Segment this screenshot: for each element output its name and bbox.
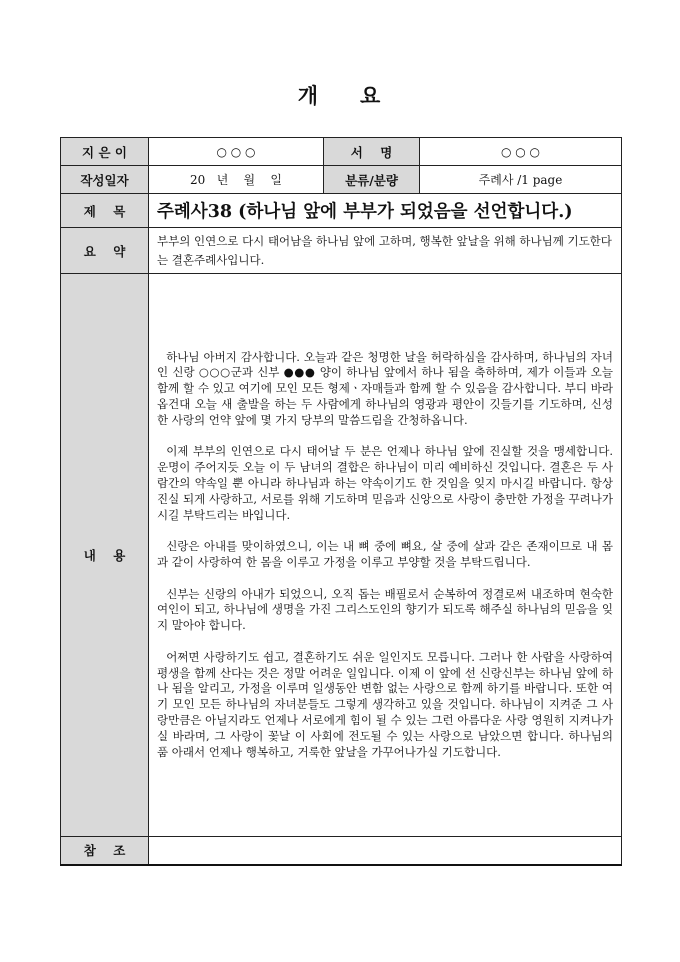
content-paragraph: 하나님 아버지 감사합니다. 오늘과 같은 청명한 날을 허락하심을 감사하며, 하나님의 자녀인 신랑 ○○○군과 신부 ●●● 양이 하나님 앞에서 하나 됨을 축하하며, 제가 이들과 오늘 함께 할 수 있고 여기에 모인 모든 형제ㆍ자매들과 함께 할 수 있음을 감사합니다. 부디 바라옵건대 오늘 새 출발을 하는 두 사람에게 하나님의 영광과 평안이 깃들기를 기도하며, 신성한 사랑의 언약 앞에 몇 가지 당부의 말씀드림을 간청하옵니다.	[157, 349, 613, 427]
category-label: 분류/분량	[324, 166, 420, 194]
author-row	[61, 138, 622, 166]
summary-value[interactable]: 부부의 인연으로 다시 태어남을 하나님 앞에 고하며, 행복한 앞날을 위해 하나님께 기도한다는 결혼주례사입니다.	[149, 228, 622, 274]
reference-row	[61, 837, 622, 865]
content-label: 내 용	[61, 274, 149, 837]
author-value[interactable]: ○ ○ ○	[149, 138, 324, 166]
author-label: 지 은 이	[61, 138, 149, 166]
summary-row	[61, 228, 622, 274]
summary-label: 요 약	[61, 228, 149, 274]
subject-value[interactable]: 주례사38 (하나님 앞에 부부가 되었음을 선언합니다.)	[149, 194, 622, 228]
reference-value[interactable]	[149, 837, 622, 865]
content-row	[61, 274, 622, 837]
date-row	[61, 166, 622, 194]
subject-label: 제 목	[61, 194, 149, 228]
content-body[interactable]	[149, 274, 622, 837]
signature-label: 서 명	[324, 138, 420, 166]
content-paragraph: 이제 부부의 인연으로 다시 태어날 두 분은 언제나 하나님 앞에 진실할 것을 맹세합니다. 운명이 주어지듯 오늘 이 두 남녀의 결합은 하나님이 미리 예비하신 것입니다. 결혼은 두 사람간의 약속일 뿐 아니라 하나님과 하는 약속이기도 한 것임을 잊지 마시길 바랍니다. 항상 진실 되게 사랑하고, 서로를 위해 기도하며 믿음과 신앙으로 사랑이 충만한 가정을 꾸려나가시길 부탁드리는 바입니다.	[157, 444, 613, 522]
page-title-first: 개	[297, 83, 320, 108]
overview-form-table	[60, 137, 622, 866]
content-paragraph: 신랑은 아내를 맞이하였으니, 이는 내 뼈 중에 뼈요, 살 중에 살과 같은 존재이므로 내 몸과 같이 사랑하여 한 몸을 이루고 가정을 이루고 부양할 것을 부탁드립니다.	[157, 539, 613, 569]
date-label: 작성일자	[61, 166, 149, 194]
page-title-second: 요	[360, 83, 383, 108]
signature-value[interactable]: ○ ○ ○	[420, 138, 622, 166]
content-paragraph: 어쩌면 사랑하기도 쉽고, 결혼하기도 쉬운 일인지도 모릅니다. 그러나 한 사람을 사랑하여 평생을 함께 산다는 것은 정말 어려운 일입니다. 이제 이 앞에 선 신랑신부는 하나님 앞에 하나 됨을 알리고, 가정을 이루며 일생동안 변함 없는 사랑으로 함께 하기를 바랍니다. 또한 여기 모인 모든 하나님의 자녀분들도 그렇게 생각하고 있을 것입니다. 하나님이 지켜준 그 사랑만큼은 아닐지라도 언제나 서로에게 힘이 될 수 있는 그런 아름다운 사랑 영원히 지켜나가실 바라며, 그 사랑이 꽃날 이 사회에 전도될 수 있는 사랑으로 남았으면 합니다. 하나님의 품 아래서 언제나 행복하고, 거룩한 앞날을 가꾸어나가실 기도합니다.	[157, 649, 613, 759]
category-value[interactable]: 주례사 /1 page	[420, 166, 622, 194]
content-paragraph: 신부는 신랑의 아내가 되었으니, 오직 돕는 배필로서 순복하여 정결로써 내조하며 현숙한 여인이 되고, 하나님에 생명을 가진 그리스도인의 향기가 되도록 해주실 하나님의 믿음을 잊지 말아야 합니다.	[157, 586, 613, 633]
page-title	[0, 80, 680, 110]
reference-label: 참 조	[61, 837, 149, 865]
date-value[interactable]: 20 년 월 일	[149, 166, 324, 194]
subject-row	[61, 194, 622, 228]
